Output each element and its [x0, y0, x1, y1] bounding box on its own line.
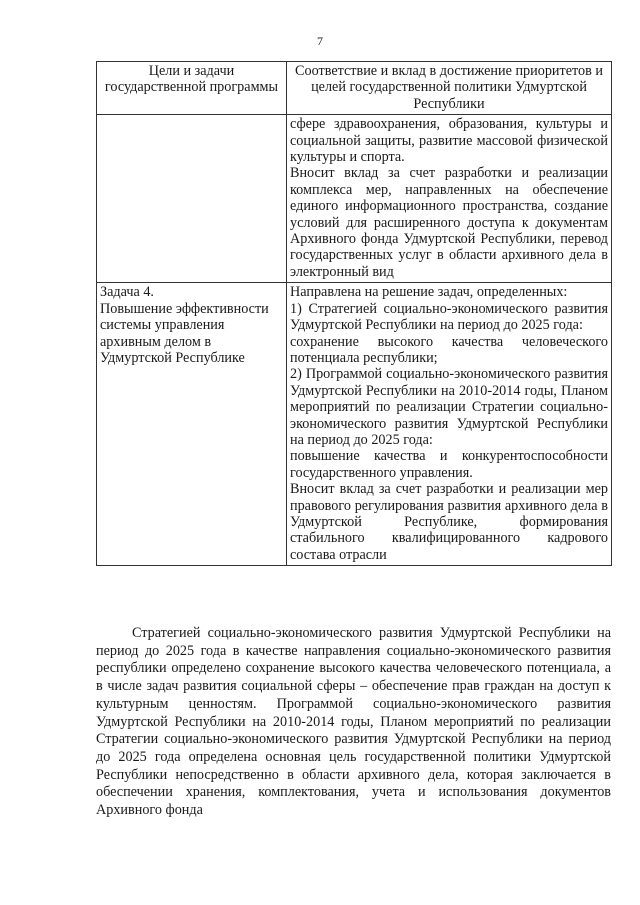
header-priorities-contribution: Соответствие и вклад в достижение приоритетов и целей государственной политики Удмуртской Республики [287, 62, 612, 115]
table-header-row [97, 62, 612, 115]
cell-paragraph: Направлена на решение задач, определенных: [290, 284, 568, 301]
page-number: 7 [317, 34, 323, 48]
cell-paragraph: 1) Стратегией социально-экономического развития Удмуртской Республики на период до 2025 года: [290, 300, 608, 334]
contribution-cell [287, 115, 612, 283]
table-row [97, 115, 612, 283]
cell-paragraph: 2) Программой социально-экономического развития Удмуртской Республики на 2010-2014 годы, Планом мероприятий по реализации Стратегии социально-экономического развития Удмуртской Республики на период до 2025 года: [290, 366, 608, 448]
task-label: Задача 4. [100, 284, 154, 301]
cell-paragraph: Вносит вклад за счет разработки и реализации мер правового регулирования развития архивного дела в Удмуртской Республике, формирования стабильного квалифицированного кадрового состава отрасли [290, 481, 608, 563]
header-goals-tasks: Цели и задачи государственной программы [97, 62, 287, 115]
cell-paragraph: сфере здравоохранения, образования, культуры и социальной защиты, развитие массовой физической культуры и спорта. [290, 116, 608, 166]
cell-paragraph: Вносит вклад за счет разработки и реализации комплекса мер, направленных на обеспечение единого информационного пространства, создание условий для расширенного доступа к документам Архивного фонда Удмуртской Республики, перевод государственных услуг в области архивного дела в электронный вид [290, 165, 608, 280]
task-text: Повышение эффективности системы управления архивным делом в Удмуртской Республике [100, 300, 269, 366]
body-text [96, 625, 611, 820]
empty-cell [97, 115, 287, 283]
cell-paragraph: повышение качества и конкурентоспособности государственного управления. [290, 448, 608, 481]
cell-paragraph: сохранение высокого качества человеческого потенциала республики; [290, 333, 608, 366]
contribution-cell [287, 283, 612, 566]
task-cell [97, 283, 287, 566]
goals-table [96, 61, 612, 566]
table-row [97, 283, 612, 566]
body-paragraph: Стратегией социально-экономического развития Удмуртской Республики на период до 2025 года в качестве направления социально-экономического развития республики определено сохранение высокого качества человеческого потенциала, а в числе задач развития социальной сферы – обеспечение прав граждан на доступ к культурным ценностям. Программой социально-экономического развития Удмуртской Республики на 2010-2014 годы, Планом мероприятий по реализации Стратегии социально-экономического развития Удмуртской Республики на период до 2025 года определена основная цель государственной политики Удмуртской Республики непосредственно в области архивного дела, которая заключается в обеспечении хранения, комплектования, учета и использования документов Архивного фонда [96, 625, 611, 819]
